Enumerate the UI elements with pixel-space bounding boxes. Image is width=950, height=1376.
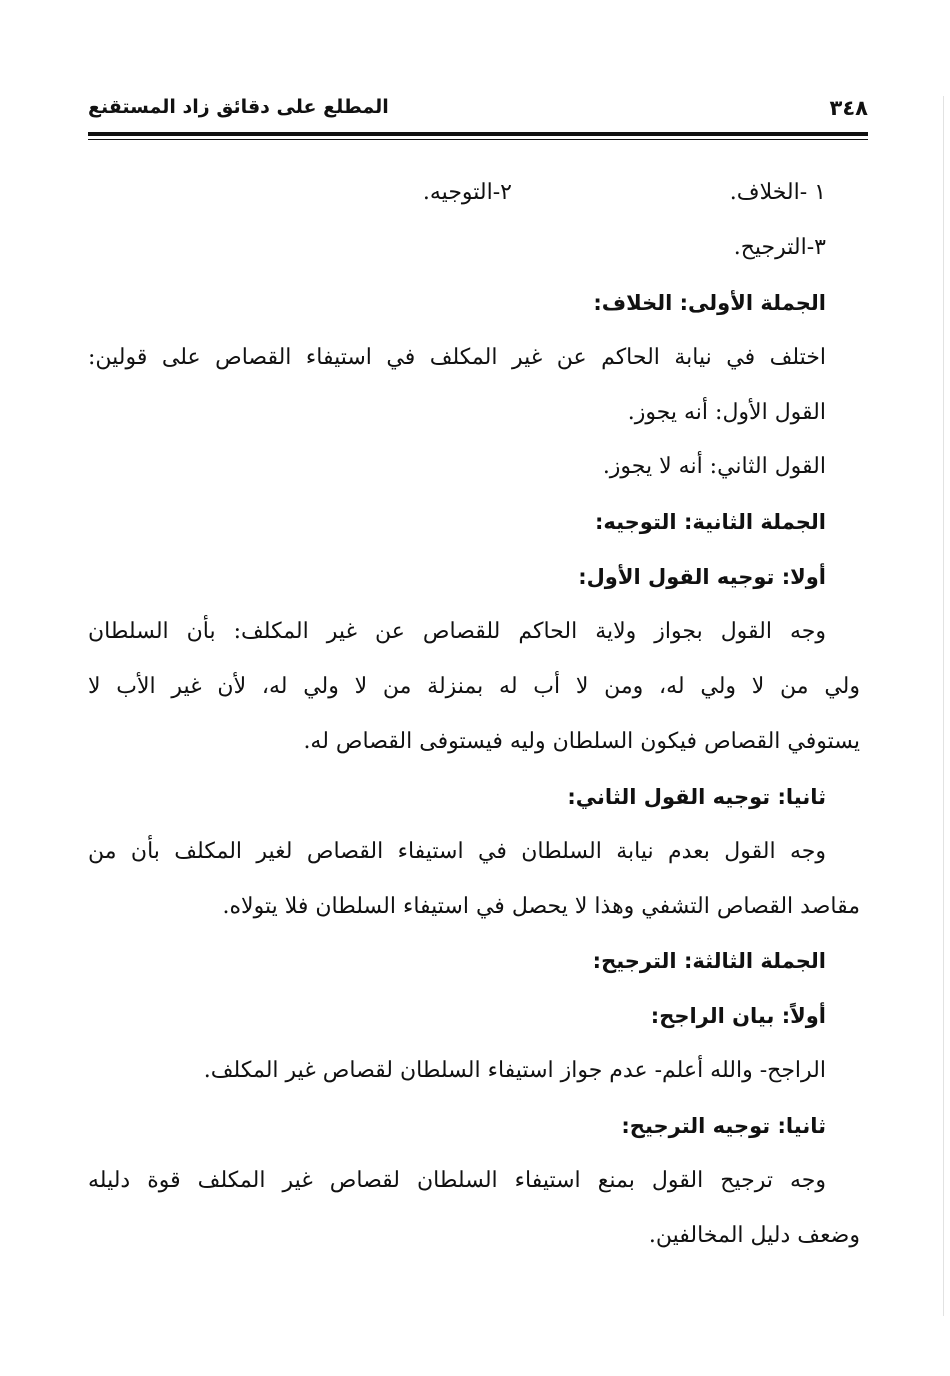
subsection-heading: ثانيا: توجيه الترجيح: [621, 1114, 826, 1139]
header-rule-thin [88, 139, 868, 140]
subsection-heading: ثانيا: توجيه القول الثاني: [567, 784, 826, 809]
running-title: المطلع على دقائق زاد المستقنع [88, 96, 389, 118]
outline-row [88, 166, 860, 221]
paragraph-line: وجه القول بعدم نيابة السلطان في استيفاء القصاص لغير المكلف بأن من [88, 838, 826, 864]
header-rule-thick [88, 132, 868, 136]
paragraph-line: القول الأول: أنه يجوز. [627, 399, 826, 425]
outline-item: ٢-التوجيه. [422, 180, 512, 205]
section-heading: الجملة الثالثة: الترجيح: [592, 949, 826, 974]
page-body [88, 166, 860, 1264]
paragraph-line: يستوفي القصاص فيكون السلطان وليه فيستوفى القصاص له. [303, 728, 860, 754]
outline-item: ١ -الخلاف. [729, 180, 826, 205]
section-heading: الجملة الثانية: التوجيه: [594, 510, 826, 535]
paragraph-line: القول الثاني: أنه لا يجوز. [602, 454, 826, 480]
paragraph-line: وجه ترجيح القول بمنع استيفاء السلطان لقصاص غير المكلف قوة دليله [88, 1168, 826, 1194]
paragraph-line: وضعف دليل المخالفين. [648, 1222, 860, 1248]
scan-edge-line [943, 96, 944, 1316]
subsection-heading: أولاً: بيان الراجح: [650, 1004, 826, 1029]
paragraph-line: اختلف في نيابة الحاكم عن غير المكلف في استيفاء القصاص على قولين: [88, 344, 826, 370]
page-number: ٣٤٨ [829, 96, 868, 120]
page-header [88, 96, 868, 124]
paragraph-line: وجه القول بجواز ولاية الحاكم للقصاص عن غير المكلف: بأن السلطان [88, 619, 826, 645]
paragraph-line: ولي من لا ولي له، ومن لا أب له بمنزلة من لا ولي له، لأن غير الأب لا [88, 674, 860, 700]
outline-item: ٣-الترجيح. [733, 234, 826, 260]
paragraph-line: الراجح- والله أعلم- عدم جواز استيفاء السلطان لقصاص غير المكلف. [203, 1058, 826, 1084]
paragraph-line: مقاصد القصاص التشفي وهذا لا يحصل في استيفاء السلطان فلا يتولاه. [222, 893, 860, 919]
subsection-heading: أولا: توجيه القول الأول: [578, 565, 826, 590]
section-heading: الجملة الأولى: الخلاف: [593, 290, 826, 315]
